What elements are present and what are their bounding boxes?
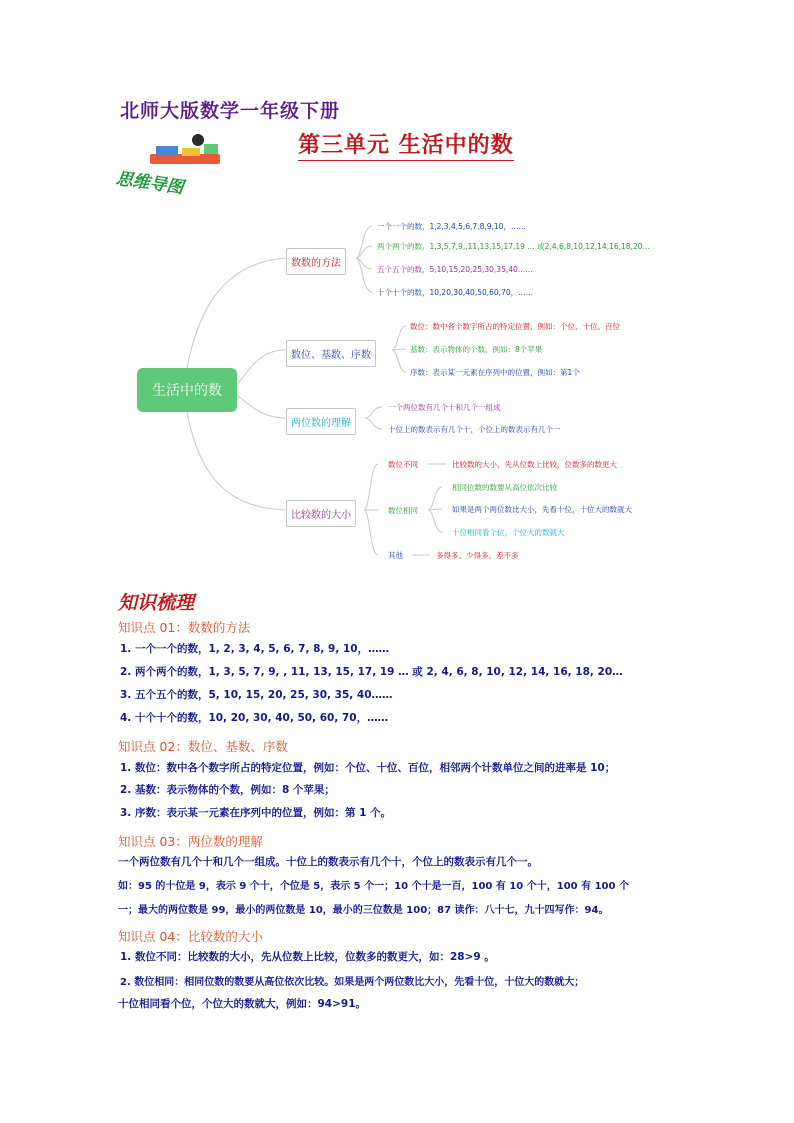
kp3-line-1: 一个两位数有几个十和几个一组成。十位上的数表示有几个十，个位上的数表示有几个一。: [118, 856, 538, 868]
sub-different-digits: 数位不同: [388, 460, 418, 469]
mind-map-center: 生活中的数: [137, 368, 237, 412]
kp3-line-3: 一；最大的两位数是 99，最小的两位数是 10，最小的三位数是 100；87 读作：八十七，九十四写作：94。: [118, 905, 609, 916]
knowledge-section-title: 知识梳理: [118, 592, 195, 614]
kp4-line-2: 2. 数位相同：相同位数的数要从高位依次比较。如果是两个两位数比大小，先看十位，十位大的数就大；: [120, 977, 585, 988]
kp3-line-2: 如：95 的十位是 9，表示 9 个十，个位是 5，表示 5 个一；10 个十是一百，100 有 10 个十，100 有 100 个: [118, 881, 629, 892]
leaf-place-value: 数位：数中各个数字所占的特定位置，例如：个位、十位、百位: [410, 322, 620, 331]
kp1-line-2: 2. 两个两个的数，1, 3, 5, 7, 9, , 11, 13, 15, 17, 19 … 或 2, 4, 6, 8, 10, 12, 14, 16, 18, 20…: [120, 666, 623, 678]
mind-map-label: 思维导图: [114, 168, 185, 199]
unit-title: 第三单元 生活中的数: [298, 128, 514, 161]
leaf-count-by-fives: 五个五个的数，5,10,15,20,25,30,35,40……: [377, 265, 533, 274]
book-title: 北师大版数学一年级下册: [120, 100, 341, 122]
leaf-count-by-tens: 十个十个的数，10,20,30,40,50,60,70，……: [377, 288, 534, 297]
kp1-line-3: 3. 五个五个的数，5, 10, 15, 20, 25, 30, 35, 40……: [120, 689, 393, 701]
branch-place-cardinal-ordinal: 数位、基数、序数: [286, 340, 376, 367]
kp2-line-3: 3. 序数：表示某一元素在序列中的位置，例如：第 1 个。: [120, 807, 392, 819]
leaf-compare-digit-count: 比较数的大小，先从位数上比较，位数多的数更大: [452, 460, 617, 469]
sub-same-digits: 数位相同: [388, 506, 418, 515]
kp4-line-3: 十位相同看个位，个位大的数就大，例如：94>91。: [118, 998, 367, 1010]
kp2-line-1: 1. 数位：数中各个数字所占的特定位置，例如：个位、十位、百位，相邻两个计数单位之间的进率是 10；: [120, 762, 616, 774]
leaf-tens-and-ones-meaning: 十位上的数表示有几个十，个位上的数表示有几个一: [388, 425, 561, 434]
kp1-line-1: 1. 一个一个的数，1, 2, 3, 4, 5, 6, 7, 8, 9, 10，……: [120, 643, 390, 655]
kp4-line-1: 1. 数位不同：比较数的大小，先从位数上比较，位数多的数更大，如：28>9 。: [120, 951, 495, 963]
branch-counting-methods: 数数的方法: [286, 248, 346, 275]
kp1-line-4: 4. 十个十个的数，10, 20, 30, 40, 50, 60, 70，……: [120, 712, 389, 724]
leaf-ordinal-number: 序数：表示某一元素在序列中的位置，例如：第1个: [410, 368, 580, 377]
knowledge-point-1-title: 知识点 01：数数的方法: [118, 620, 251, 635]
branch-compare-numbers: 比较数的大小: [286, 500, 356, 527]
leaf-compare-tens-first: 如果是两个两位数比大小，先看十位，十位大的数就大: [452, 505, 632, 514]
leaf-two-digit-composition: 一个两位数有几个十和几个一组成: [388, 403, 501, 412]
leaf-compare-from-high: 相同位数的数要从高位依次比较: [452, 483, 557, 492]
knowledge-point-4-title: 知识点 04：比较数的大小: [118, 929, 263, 944]
leaf-compare-ones: 十位相同看个位，个位大的数就大: [452, 528, 565, 537]
leaf-count-by-twos: 两个两个的数，1,3,5,7,9,,11,13,15,17,19 … 或2,4,6,8,10,12,14,16,18,20…: [377, 242, 650, 251]
leaf-cardinal-number: 基数：表示物体的个数，例如：8个苹果: [410, 345, 543, 354]
knowledge-point-2-title: 知识点 02：数位、基数、序数: [118, 739, 288, 754]
kp2-line-2: 2. 基数：表示物体的个数，例如：8 个苹果；: [120, 784, 335, 796]
leaf-count-by-ones: 一个一个的数，1,2,3,4,5,6,7,8,9,10，……: [377, 222, 526, 231]
sub-other: 其他: [388, 551, 403, 560]
leaf-more-less-similar: 多得多、少得多、差不多: [436, 551, 519, 560]
knowledge-point-3-title: 知识点 03：两位数的理解: [118, 834, 263, 849]
branch-two-digit-understanding: 两位数的理解: [286, 408, 356, 435]
